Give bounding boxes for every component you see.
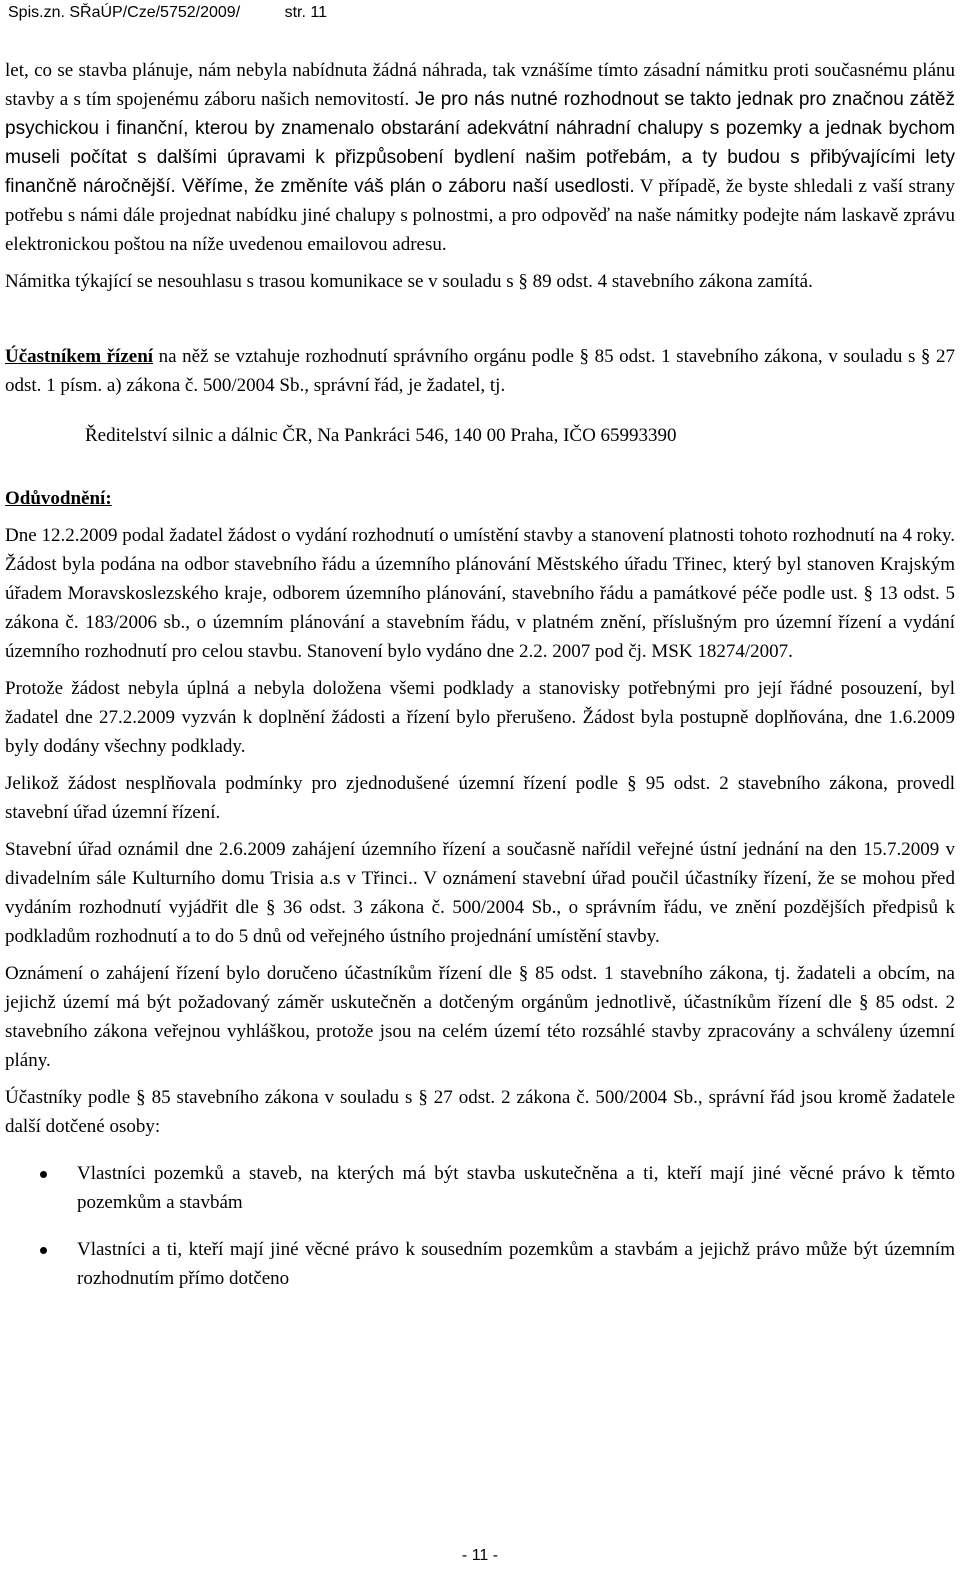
objection-decision: Námitka týkající se nesouhlasu s trasou komunikace se v souladu s § 89 odst. 4 stavebního zákona zamítá. — [5, 271, 813, 292]
objection-text-serif: let, co se stavba plánuje, nám nebyla nabídnuta žádná náhrada, tak vznášíme tímto zásadní námitku proti současnému plánu stavby a s tím spojenému záboru našich nemovitostí. — [5, 60, 955, 110]
page-label: str. 11 — [284, 4, 327, 21]
file-reference: Spis.zn. SŘaÚP/Cze/5752/2009/ — [8, 4, 241, 21]
reasoning-paragraph-1: Dne 12.2.2009 podal žadatel žádost o vydání rozhodnutí o umístění stavby a stanovení platnosti tohoto rozhodnutí na 4 roky. Žádost byla podána na odbor stavebního řádu a územního plánování Městského úřadu Třinec, který byl stanoven Krajským úřadem Moravskoslezského kraje, odborem územního plánování, stavebního řádu a památkové péče podle ust. § 13 odst. 5 zákona č. 183/2006 sb., o územním plánování a stavebním řádu, v platném znění, příslušným pro územní řízení a vydání územního rozhodnutí pro celou stavbu. Stanovení bylo vydáno dne 2.2. 2007 pod čj. MSK 18274/2007. — [5, 525, 955, 662]
participant-text: na něž se vztahuje rozhodnutí správního orgánu podle § 85 odst. 1 stavebního zákona, v souladu s § 27 odst. 1 písm. a) zákona č. 500/2004 Sb., správní řád, je žadatel, tj. — [5, 346, 955, 396]
reasoning-paragraph-6: Účastníky podle § 85 stavebního zákona v souladu s § 27 odst. 2 zákona č. 500/2004 Sb., správní řád jsou kromě žadatele další dotčené osoby: — [5, 1087, 955, 1137]
participant-label: Účastníkem řízení — [5, 346, 154, 367]
participant-paragraph — [5, 342, 955, 400]
applicant-line: Ředitelství silnic a dálnic ČR, Na Pankráci 546, 140 00 Praha, IČO 65993390 — [85, 425, 677, 446]
reasoning-heading: Odůvodnění: — [5, 488, 112, 509]
objection-text-tail: V případě, že byste shledali z vaší strany potřebu s námi dále projednat nabídku jiné chalupy s polnostmi, a pro odpověď na naše námitky podejte nám laskavě zprávu elektronickou poštou na níže uvedenou emailovou adresu. — [5, 176, 955, 255]
bullet-icon — [40, 1171, 47, 1178]
document-body — [5, 56, 955, 1311]
reasoning-paragraph-4: Stavební úřad oznámil dne 2.6.2009 zahájení územního řízení a současně nařídil veřejné ústní jednání na den 15.7.2009 v divadelním sále Kulturního domu Trisia a.s v Třinci.. V oznámení stavební úřad poučil účastníky řízení, že se mohou před vydáním rozhodnutí vyjádřit dle § 36 odst. 3 zákona č. 500/2004 Sb., o správním řádu, ve znění pozdějších předpisů k podkladům rozhodnutí a to do 5 dnů od veřejného ústního projednání umístění stavby. — [5, 839, 955, 947]
objection-text-sans: Je pro nás nutné rozhodnout se takto jednak pro značnou zátěž psychickou i finanční, kterou by znamenalo obstarání adekvátní náhradní chalupy s pozemky a jednak bychom museli počítat s dalšími úpravami k přizpůsobení bydlení našim potřebám, a ty budou s přibývajícími lety finančně náročnější. Věříme, že změníte váš plán o záboru naší usedlosti. — [5, 89, 955, 197]
reasoning-paragraph-3: Jelikož žádost nesplňovala podmínky pro zjednodušené územní řízení podle § 95 odst. 2 stavebního zákona, provedl stavební úřad územní řízení. — [5, 773, 955, 823]
page-number: - 11 - — [461, 1547, 499, 1564]
bullet-icon — [40, 1247, 47, 1254]
reasoning-paragraph-2: Protože žádost nebyla úplná a nebyla doložena všemi podklady a stanovisky potřebnými pro její řádné posouzení, byl žadatel dne 27.2.2009 vyzván k doplnění žádosti a řízení bylo přerušeno. Žádost byla postupně doplňována, dne 1.6.2009 byly dodány všechny podklady. — [5, 678, 955, 757]
page-header — [8, 2, 327, 24]
reasoning-paragraph-5: Oznámení o zahájení řízení bylo doručeno účastníkům řízení dle § 85 odst. 1 stavebního zákona, tj. žadateli a obcím, na jejichž území má být požadovaný záměr uskutečněn a dotčeným orgánům jednotlivě, účastníkům řízení dle § 85 odst. 2 stavebního zákona veřejnou vyhláškou, protože jsou na celém území této rozsáhlé stavby zpracovány a schváleny územní plány. — [5, 963, 955, 1071]
list-item: Vlastníci pozemků a staveb, na kterých má být stavba uskutečněna a ti, kteří mají jiné věcné právo k těmto pozemkům a stavbám — [5, 1159, 955, 1217]
list-item: Vlastníci a ti, kteří mají jiné věcné právo k sousedním pozemkům a stavbám a jejichž právo může být územním rozhodnutím přímo dotčeno — [5, 1235, 955, 1293]
objection-paragraph — [5, 56, 955, 259]
participants-list — [5, 1159, 955, 1293]
